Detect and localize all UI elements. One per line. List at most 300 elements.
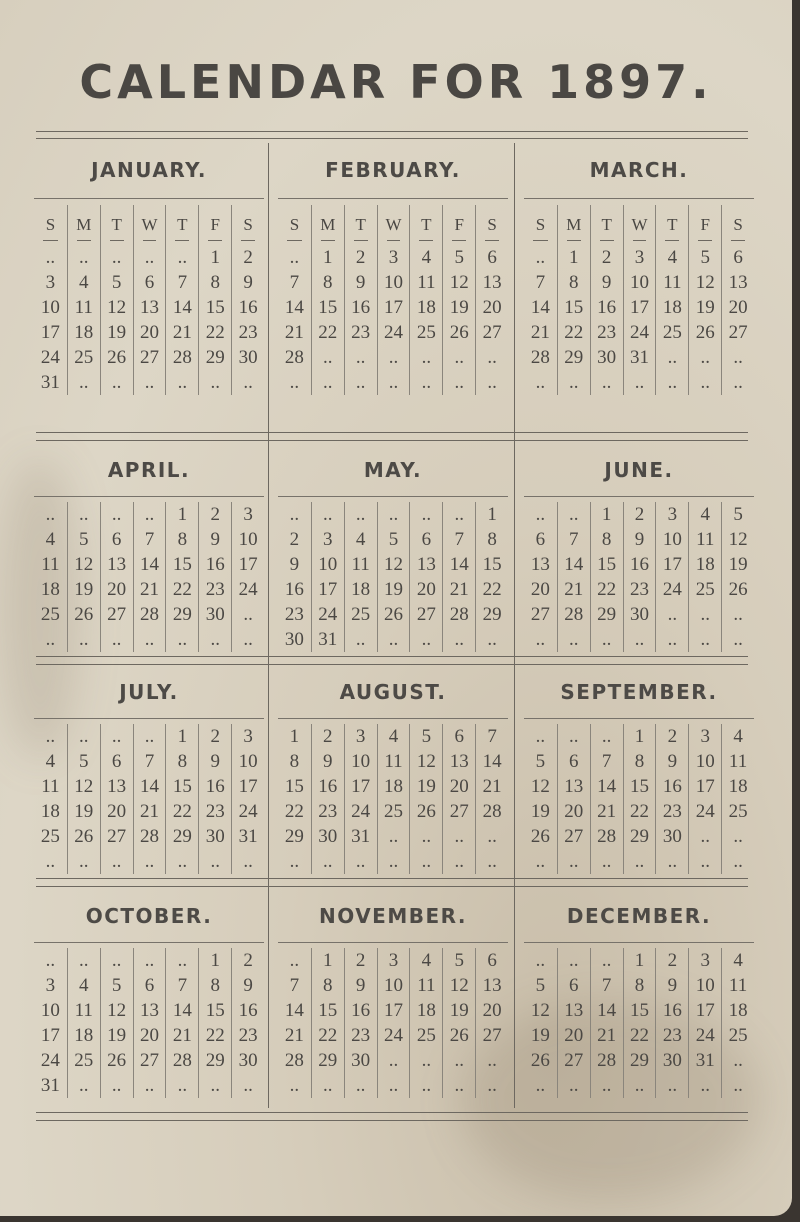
- day-cell: ..: [557, 370, 590, 395]
- day-cell: 30: [198, 602, 231, 627]
- day-cell: 26: [442, 320, 475, 345]
- day-cell: 24: [377, 320, 410, 345]
- day-cell: 3: [377, 245, 410, 270]
- day-cell: 5: [100, 270, 133, 295]
- day-cell: 30: [655, 824, 688, 849]
- day-cell: 15: [311, 998, 344, 1023]
- day-cell: 18: [655, 295, 688, 320]
- weekday-header: T: [165, 205, 198, 245]
- day-cell: ..: [165, 627, 198, 652]
- day-cell: 28: [475, 799, 508, 824]
- day-cell: 20: [100, 799, 133, 824]
- day-cell: 23: [311, 799, 344, 824]
- day-cell: 12: [721, 527, 754, 552]
- day-cell: ..: [165, 849, 198, 874]
- day-cell: 5: [442, 948, 475, 973]
- day-cell: ..: [721, 849, 754, 874]
- day-cell: 23: [231, 1023, 264, 1048]
- day-cell: 18: [40, 579, 60, 600]
- section-rule: [36, 656, 748, 657]
- day-cell: 23: [198, 577, 231, 602]
- day-cell: 26: [721, 577, 754, 602]
- day-cell: 23: [590, 320, 623, 345]
- day-cell: 6: [557, 749, 590, 774]
- day-cell: ..: [133, 1073, 166, 1098]
- month-name: SEPTEMBER.: [560, 680, 718, 704]
- day-cell: 2: [231, 948, 264, 973]
- day-cell: ..: [409, 1048, 442, 1073]
- day-cell: ..: [557, 1073, 590, 1098]
- day-cell: 25: [721, 1023, 754, 1048]
- day-cell: ..: [133, 245, 166, 270]
- month-name: AUGUST.: [339, 680, 447, 704]
- day-cell: 22: [590, 577, 623, 602]
- day-cell: 24: [655, 577, 688, 602]
- day-cell: 18: [377, 774, 410, 799]
- month-name: JANUARY.: [91, 158, 207, 182]
- day-cell: 23: [655, 1023, 688, 1048]
- day-cell: 31: [311, 627, 344, 652]
- month-underline: [34, 718, 264, 719]
- day-grid: [278, 948, 508, 1098]
- day-cell: 26: [67, 824, 100, 849]
- day-cell: 11: [688, 527, 721, 552]
- day-cell: 19: [530, 801, 550, 822]
- day-cell: 2: [198, 724, 231, 749]
- day-cell: ..: [442, 370, 475, 395]
- day-cell: 24: [688, 799, 721, 824]
- day-cell: 15: [284, 776, 304, 797]
- day-cell: 26: [530, 826, 550, 847]
- day-cell: 19: [67, 577, 100, 602]
- day-cell: 31: [40, 1075, 60, 1096]
- day-cell: 3: [344, 724, 377, 749]
- day-cell: 10: [655, 527, 688, 552]
- day-cell: ..: [198, 627, 231, 652]
- day-cell: 22: [623, 1023, 656, 1048]
- weekday-header: M: [67, 205, 100, 245]
- day-cell: ..: [45, 851, 56, 872]
- day-cell: ..: [721, 1048, 754, 1073]
- day-cell: 11: [344, 552, 377, 577]
- day-cell: ..: [231, 1073, 264, 1098]
- day-cell: ..: [721, 824, 754, 849]
- day-cell: 6: [409, 527, 442, 552]
- day-cell: 23: [623, 577, 656, 602]
- day-cell: 20: [442, 774, 475, 799]
- day-cell: ..: [289, 247, 300, 268]
- day-cell: ..: [344, 370, 377, 395]
- day-cell: 9: [590, 270, 623, 295]
- day-cell: 20: [100, 577, 133, 602]
- weekday-header: M: [311, 205, 344, 245]
- day-cell: ..: [67, 849, 100, 874]
- day-cell: 16: [655, 998, 688, 1023]
- day-cell: ..: [721, 370, 754, 395]
- day-cell: ..: [475, 824, 508, 849]
- day-cell: 6: [100, 527, 133, 552]
- day-cell: 1: [475, 502, 508, 527]
- day-cell: 9: [198, 749, 231, 774]
- day-grid: [34, 502, 264, 652]
- day-cell: ..: [231, 849, 264, 874]
- day-cell: ..: [133, 948, 166, 973]
- day-cell: ..: [67, 1073, 100, 1098]
- day-cell: 28: [530, 347, 550, 368]
- day-cell: ..: [311, 849, 344, 874]
- day-cell: ..: [100, 724, 133, 749]
- day-cell: ..: [377, 1048, 410, 1073]
- day-cell: 29: [198, 345, 231, 370]
- month-name: OCTOBER.: [85, 904, 213, 928]
- day-cell: ..: [45, 629, 56, 650]
- day-cell: ..: [67, 370, 100, 395]
- day-cell: 9: [231, 270, 264, 295]
- day-cell: 28: [165, 1048, 198, 1073]
- day-cell: 15: [590, 552, 623, 577]
- day-cell: ..: [535, 950, 546, 971]
- day-cell: 28: [590, 824, 623, 849]
- day-cell: 27: [530, 604, 550, 625]
- day-cell: 10: [231, 527, 264, 552]
- month-name: FEBRUARY.: [325, 158, 461, 182]
- day-cell: ..: [535, 504, 546, 525]
- day-cell: 15: [311, 295, 344, 320]
- day-cell: 10: [377, 270, 410, 295]
- day-cell: ..: [535, 247, 546, 268]
- day-grid: [34, 205, 264, 395]
- day-cell: 31: [344, 824, 377, 849]
- day-cell: 13: [133, 998, 166, 1023]
- day-cell: 28: [590, 1048, 623, 1073]
- day-cell: 4: [45, 529, 56, 550]
- day-cell: 9: [623, 527, 656, 552]
- day-cell: 19: [67, 799, 100, 824]
- day-cell: ..: [311, 345, 344, 370]
- day-cell: 8: [165, 527, 198, 552]
- page-title: CALENDAR FOR 1897.: [79, 55, 713, 109]
- day-cell: 21: [133, 799, 166, 824]
- day-cell: 13: [100, 552, 133, 577]
- day-cell: 15: [623, 774, 656, 799]
- day-cell: 20: [475, 998, 508, 1023]
- day-cell: ..: [721, 345, 754, 370]
- section-rule: [36, 664, 748, 665]
- day-cell: 3: [231, 502, 264, 527]
- day-cell: ..: [289, 851, 300, 872]
- weekday-header: F: [442, 205, 475, 245]
- day-cell: 24: [377, 1023, 410, 1048]
- day-cell: 5: [377, 527, 410, 552]
- weekday-header: T: [100, 205, 133, 245]
- day-cell: 2: [344, 245, 377, 270]
- day-cell: 11: [67, 295, 100, 320]
- day-cell: 16: [198, 552, 231, 577]
- day-cell: 2: [623, 502, 656, 527]
- day-cell: 3: [45, 975, 56, 996]
- day-cell: 17: [40, 322, 60, 343]
- day-cell: ..: [409, 627, 442, 652]
- day-cell: 5: [535, 975, 546, 996]
- day-cell: 11: [409, 270, 442, 295]
- day-cell: ..: [165, 948, 198, 973]
- day-cell: 22: [198, 320, 231, 345]
- day-cell: 3: [311, 527, 344, 552]
- day-cell: ..: [311, 370, 344, 395]
- day-cell: ..: [590, 627, 623, 652]
- day-cell: 9: [198, 527, 231, 552]
- day-cell: 7: [165, 973, 198, 998]
- day-cell: 21: [590, 1023, 623, 1048]
- day-cell: 1: [311, 245, 344, 270]
- day-cell: ..: [442, 849, 475, 874]
- day-cell: ..: [442, 1073, 475, 1098]
- day-cell: 30: [231, 345, 264, 370]
- day-cell: 4: [655, 245, 688, 270]
- day-cell: ..: [442, 345, 475, 370]
- day-cell: 4: [344, 527, 377, 552]
- day-cell: 16: [198, 774, 231, 799]
- day-cell: 4: [409, 948, 442, 973]
- day-cell: 18: [409, 295, 442, 320]
- day-cell: 16: [344, 998, 377, 1023]
- day-cell: 9: [231, 973, 264, 998]
- day-cell: 12: [409, 749, 442, 774]
- day-cell: 17: [231, 774, 264, 799]
- day-cell: 5: [535, 751, 546, 772]
- day-cell: ..: [442, 627, 475, 652]
- day-cell: 16: [284, 579, 304, 600]
- day-cell: 12: [442, 973, 475, 998]
- day-cell: 7: [442, 527, 475, 552]
- day-cell: 29: [475, 602, 508, 627]
- section-rule: [36, 878, 748, 879]
- weekday-header: W: [623, 205, 656, 245]
- day-cell: ..: [409, 1073, 442, 1098]
- day-cell: 8: [311, 270, 344, 295]
- day-cell: 9: [655, 973, 688, 998]
- day-cell: 12: [377, 552, 410, 577]
- day-cell: 4: [377, 724, 410, 749]
- day-cell: 24: [231, 577, 264, 602]
- day-cell: ..: [67, 502, 100, 527]
- day-cell: ..: [133, 849, 166, 874]
- bottom-rule: [36, 1112, 748, 1113]
- day-cell: 2: [289, 529, 300, 550]
- day-cell: 6: [133, 973, 166, 998]
- day-cell: 27: [721, 320, 754, 345]
- day-cell: 28: [165, 345, 198, 370]
- month-underline: [278, 496, 508, 497]
- day-cell: ..: [311, 1073, 344, 1098]
- day-cell: 19: [100, 1023, 133, 1048]
- month-name: APRIL.: [107, 458, 191, 482]
- day-cell: 8: [165, 749, 198, 774]
- day-cell: 10: [688, 749, 721, 774]
- day-cell: 28: [133, 824, 166, 849]
- day-cell: 18: [40, 801, 60, 822]
- day-cell: 13: [475, 270, 508, 295]
- day-cell: 7: [289, 272, 300, 293]
- day-cell: ..: [165, 370, 198, 395]
- day-cell: 19: [442, 295, 475, 320]
- weekday-header: S: [475, 205, 508, 245]
- weekday-header: F: [198, 205, 231, 245]
- day-cell: ..: [688, 602, 721, 627]
- day-cell: ..: [198, 370, 231, 395]
- day-cell: 2: [231, 245, 264, 270]
- day-cell: 10: [40, 1000, 60, 1021]
- day-cell: 25: [409, 1023, 442, 1048]
- day-cell: ..: [557, 948, 590, 973]
- day-cell: 6: [721, 245, 754, 270]
- day-cell: ..: [100, 502, 133, 527]
- day-cell: 8: [557, 270, 590, 295]
- day-cell: 31: [40, 372, 60, 393]
- day-cell: ..: [344, 1073, 377, 1098]
- day-cell: 20: [557, 1023, 590, 1048]
- day-grid: [34, 948, 264, 1098]
- day-cell: ..: [535, 726, 546, 747]
- day-cell: 19: [721, 552, 754, 577]
- day-cell: 24: [40, 1050, 60, 1071]
- day-cell: ..: [231, 602, 264, 627]
- day-cell: 26: [100, 345, 133, 370]
- day-cell: ..: [45, 726, 56, 747]
- day-cell: ..: [590, 370, 623, 395]
- day-grid: [524, 205, 754, 395]
- day-cell: 18: [67, 1023, 100, 1048]
- day-cell: 23: [231, 320, 264, 345]
- day-cell: 18: [721, 774, 754, 799]
- day-cell: 31: [688, 1048, 721, 1073]
- day-cell: ..: [409, 502, 442, 527]
- day-cell: 8: [475, 527, 508, 552]
- day-cell: 27: [133, 345, 166, 370]
- day-cell: 2: [590, 245, 623, 270]
- day-cell: 9: [311, 749, 344, 774]
- day-cell: ..: [688, 824, 721, 849]
- day-cell: 26: [100, 1048, 133, 1073]
- day-cell: ..: [133, 627, 166, 652]
- day-cell: 4: [67, 270, 100, 295]
- day-cell: ..: [655, 602, 688, 627]
- day-cell: 18: [344, 577, 377, 602]
- day-cell: 12: [530, 776, 550, 797]
- top-rule: [36, 131, 748, 132]
- day-cell: 21: [133, 577, 166, 602]
- day-cell: ..: [377, 345, 410, 370]
- day-cell: 19: [100, 320, 133, 345]
- day-grid: [278, 724, 508, 874]
- day-cell: 4: [67, 973, 100, 998]
- day-cell: 13: [442, 749, 475, 774]
- day-grid: [524, 502, 754, 652]
- day-cell: 24: [40, 347, 60, 368]
- day-cell: 20: [133, 320, 166, 345]
- month-underline: [524, 198, 754, 199]
- day-cell: 17: [377, 295, 410, 320]
- day-cell: 10: [311, 552, 344, 577]
- day-cell: ..: [535, 372, 546, 393]
- day-cell: 18: [67, 320, 100, 345]
- day-cell: ..: [45, 504, 56, 525]
- weekday-header: S: [524, 205, 557, 245]
- day-cell: 20: [721, 295, 754, 320]
- day-cell: ..: [442, 824, 475, 849]
- day-cell: 23: [284, 604, 304, 625]
- day-cell: ..: [100, 849, 133, 874]
- day-cell: 16: [344, 295, 377, 320]
- month-underline: [34, 198, 264, 199]
- day-cell: ..: [231, 627, 264, 652]
- day-cell: ..: [721, 1073, 754, 1098]
- day-cell: ..: [165, 1073, 198, 1098]
- day-cell: 15: [557, 295, 590, 320]
- weekday-header: F: [688, 205, 721, 245]
- day-cell: ..: [409, 370, 442, 395]
- day-cell: 27: [409, 602, 442, 627]
- day-cell: 11: [377, 749, 410, 774]
- day-cell: 6: [557, 973, 590, 998]
- day-cell: 22: [165, 577, 198, 602]
- day-cell: 16: [231, 998, 264, 1023]
- day-cell: 21: [165, 320, 198, 345]
- day-cell: 6: [133, 270, 166, 295]
- day-cell: 30: [623, 602, 656, 627]
- day-cell: 26: [442, 1023, 475, 1048]
- day-cell: 15: [198, 295, 231, 320]
- day-cell: 28: [284, 347, 304, 368]
- day-cell: ..: [67, 948, 100, 973]
- day-cell: 8: [590, 527, 623, 552]
- day-cell: 25: [67, 345, 100, 370]
- day-cell: 11: [67, 998, 100, 1023]
- day-cell: 16: [231, 295, 264, 320]
- day-cell: 9: [289, 554, 300, 575]
- day-cell: 19: [409, 774, 442, 799]
- day-cell: 2: [311, 724, 344, 749]
- day-cell: ..: [688, 1073, 721, 1098]
- day-cell: 24: [311, 602, 344, 627]
- day-cell: ..: [688, 627, 721, 652]
- day-cell: 22: [557, 320, 590, 345]
- month-name: NOVEMBER.: [318, 904, 468, 928]
- day-cell: 3: [45, 272, 56, 293]
- day-cell: ..: [688, 370, 721, 395]
- day-cell: 16: [311, 774, 344, 799]
- month-name: JULY.: [119, 680, 179, 704]
- day-cell: 12: [67, 552, 100, 577]
- day-cell: 3: [688, 724, 721, 749]
- day-cell: ..: [100, 1073, 133, 1098]
- day-cell: 6: [475, 948, 508, 973]
- day-cell: ..: [535, 629, 546, 650]
- day-cell: 14: [284, 1000, 304, 1021]
- day-cell: ..: [623, 627, 656, 652]
- day-cell: 14: [530, 297, 550, 318]
- day-cell: 11: [41, 554, 60, 575]
- day-cell: 1: [311, 948, 344, 973]
- day-cell: 17: [40, 1025, 60, 1046]
- day-cell: ..: [688, 849, 721, 874]
- day-cell: 26: [67, 602, 100, 627]
- day-cell: 10: [623, 270, 656, 295]
- day-cell: ..: [377, 824, 410, 849]
- day-cell: 21: [165, 1023, 198, 1048]
- day-cell: 29: [311, 1048, 344, 1073]
- day-cell: 26: [688, 320, 721, 345]
